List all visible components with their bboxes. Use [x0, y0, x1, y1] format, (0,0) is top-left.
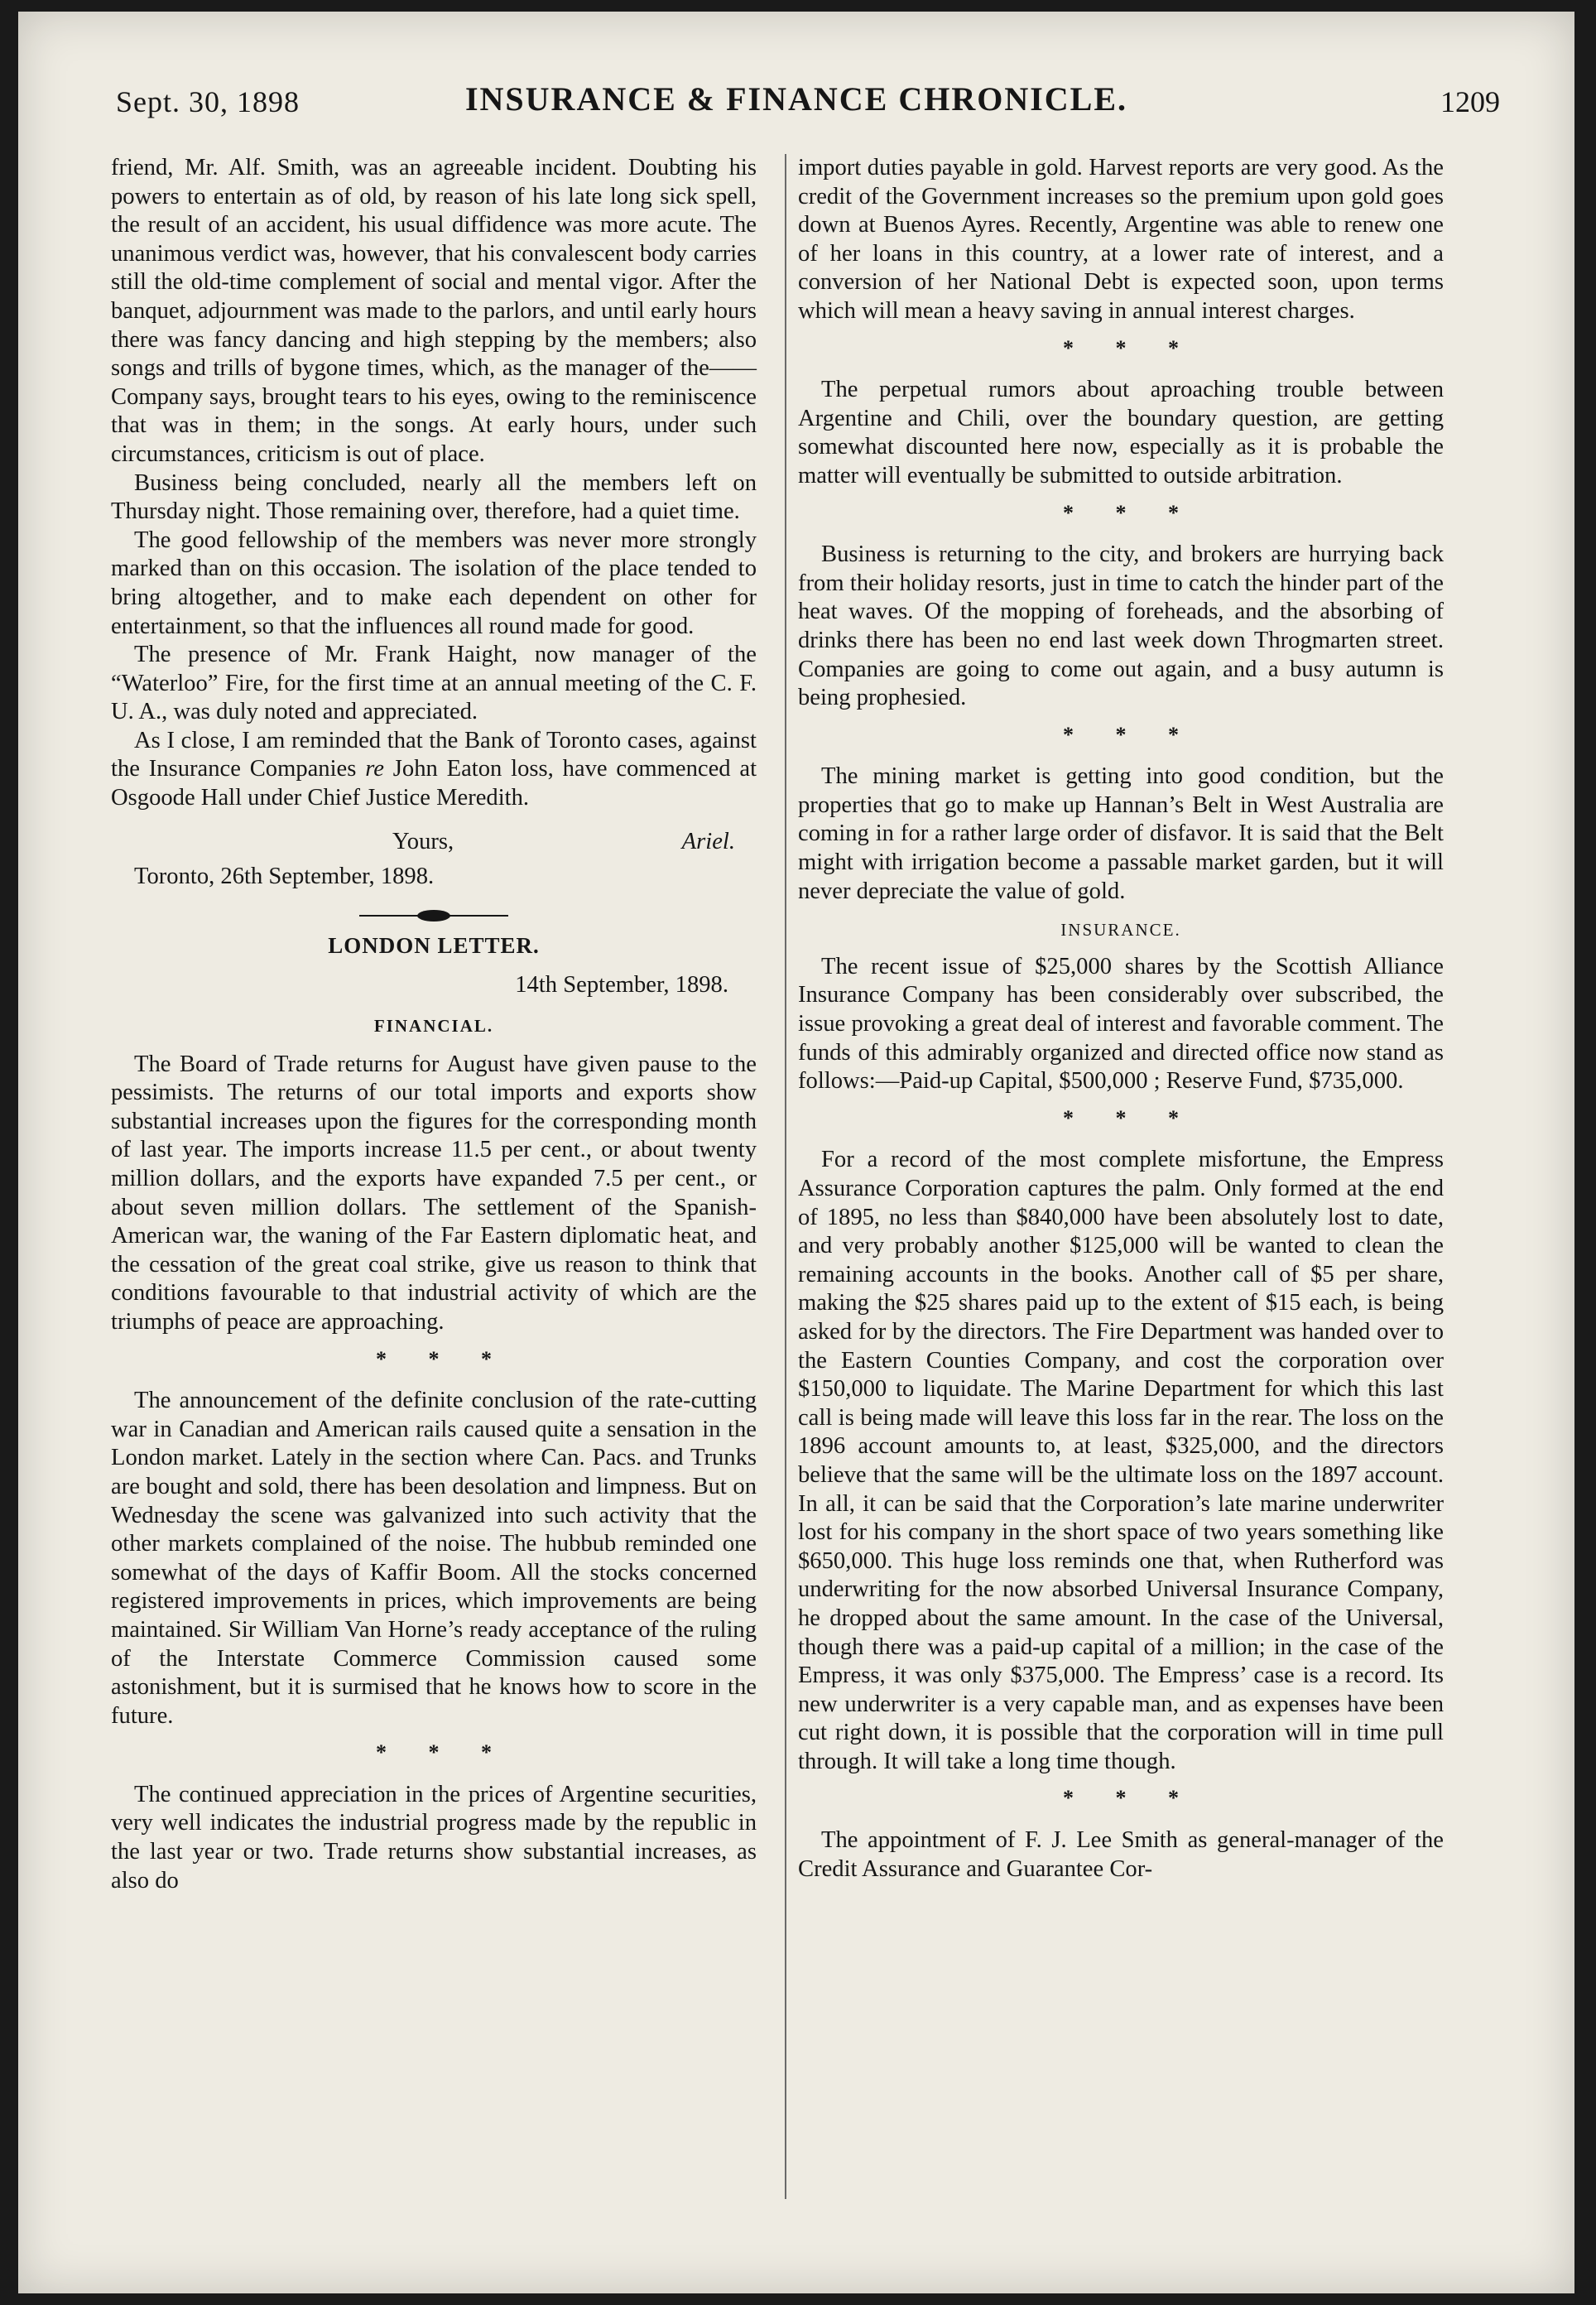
signature-line — [111, 828, 757, 857]
financial-heading: FINANCIAL. — [373, 1016, 494, 1037]
paragraph: The recent issue of $25,000 shares by the Scottish Alliance Insurance Company has been considerably over subscribed, the issue provoking a great deal of interest and favorable comment. The funds of this admirably organized and directed office now stand as follows:—Paid-up Capital, $500,000 ; Reserve Fund, $735,000. — [798, 953, 1444, 1095]
section-stars: * * * — [1063, 335, 1197, 360]
insurance-heading: INSURANCE. — [1060, 920, 1181, 941]
sign-name: Ariel. — [681, 828, 735, 854]
paragraph: friend, Mr. Alf. Smith, was an agreeable incident. Doubting his powers to entertain as of old, by reason of his late long sick spell, the result of an accident, his usual diffidence was more acute. The unanimous verdict was, however, that his convalescent body carries still the old-time complement of social and mental vigor. After the banquet, adjournment was made to the parlors, and until early hours there was fancy dancing and high stepping by the members; also songs and trills of bygone times, which, as the manager of the——Company says, brought tears to his eyes, owing to the reminiscence that was in them; in the songs. At early hours, under such circumstances, criticism is out of place. — [111, 155, 757, 467]
paragraph: The appointment of F. J. Lee Smith as general-manager of the Credit Assurance and Guarantee Cor- — [798, 1827, 1444, 1882]
paragraph — [111, 727, 757, 813]
paragraph: The Board of Trade returns for August have given pause to the pessimists. The returns of our total imports and exports show substantial increases upon the figures for the corresponding month of last year. The imports increase 11.5 per cent., or about twenty million dollars, and the exports have expanded 7.5 per cent., or about seven million dollars. The settlement of the Spanish-American war, the waning of the Far Eastern diplomatic heat, and the cessation of the great coal strike, give us reason to think that conditions favourable to that industrial activity of which are the triumphs of peace are approaching. — [111, 1051, 757, 1335]
paragraph: import duties payable in gold. Harvest reports are very good. As the credit of the Government increases so the premium upon gold goes down at Buenos Ayres. Recently, Argentine was able to renew one of her loans in this country, at a lower rate of interest, and a conversion of her National Debt is expected soon, upon terms which will mean a heavy saving in annual interest charges. — [798, 155, 1444, 324]
publication-title: INSURANCE & FINANCE CHRONICLE. — [464, 80, 1128, 118]
paragraph: The good fellowship of the members was never more strongly marked than on this occasion. The isolation of the place tended to bring altogether, and to make each dependent on other for entertainment, so that the influences all round made for good. — [111, 527, 757, 639]
header-date: Sept. 30, 1898 — [116, 85, 300, 118]
paragraph: For a record of the most complete misfortune, the Empress Assurance Corporation captures the palm. Only formed at the end of 1895, no less than $840,000 have been absolutely lost to date, and very probably another $125,000 will be wanted to clean the remaining accounts in the books. Another call of $5 per share, making the $25 shares paid up to the extent of $15 each, is being asked for by the directors. The Fire Department was handed over to the Eastern Counties Company, and cost the corporation over $150,000 to liquidate. The Marine Department for which this last call is being made will leave this loss far in the rear. The loss on the 1896 account amounts to, at least, $325,000, and the directors believe that the same will be the ultimate loss on the 1897 account. In all, it can be said that the Corporation’s late marine underwriter lost for his company in the short space of two years something like $650,000. This huge loss reminds one that, when Rutherford was underwriting for the now absorbed Universal Insurance Company, he dropped about the same amount. In the case of the Universal, though there was a paid-up capital of a million; in the case of the Empress, it was only $375,000. The Empress’ case is a record. Its new underwriter is a very capable man, and as expenses have been cut right down, it is possible that the corporation will in time pull through. It will take a long time though. — [798, 1147, 1444, 1774]
dateline: Toronto, 26th September, 1898. — [134, 864, 435, 890]
london-letter-title: LONDON LETTER. — [328, 932, 540, 958]
paragraph: Business being concluded, nearly all the members left on Thursday night. Those remaining over, therefore, had a quiet time. — [111, 469, 757, 525]
section-stars: * * * — [1063, 1105, 1197, 1130]
page-number: 1209 — [1440, 85, 1500, 118]
newspaper-page — [18, 12, 1574, 2293]
london-letter-date: 14th September, 1898. — [515, 972, 728, 999]
right-column — [798, 154, 1444, 1884]
section-stars: * * * — [376, 1740, 510, 1765]
paragraph: The continued appreciation in the prices of Argentine securities, very well indicates the industrial progress made by the republic in the last year or two. Trade returns show substantial increases, as also do — [111, 1781, 757, 1894]
left-column — [111, 154, 757, 1895]
sign-yours: Yours, — [392, 828, 454, 854]
page-header — [18, 12, 1574, 118]
paragraph: Business is returning to the city, and brokers are hurrying back from their holiday resorts, just in time to catch the hinder part of the heat waves. Of the mopping of foreheads, and the absorbing of drinks there has been no end last week down Throgmarten street. Companies are going to come out again, and a busy autumn is being prophesied. — [798, 541, 1444, 711]
section-stars: * * * — [376, 1346, 510, 1371]
text-run-italic: re — [365, 756, 384, 782]
paragraph: The presence of Mr. Frank Haight, now manager of the “Waterloo” Fire, for the first time at an annual meeting of the C. F. U. A., was duly noted and appreciated. — [111, 642, 757, 725]
paragraph: The announcement of the definite conclusion of the rate-cutting war in Canadian and American rails caused quite a sensation in the London market. Lately in the section where Can. Pacs. and Trunks are bought and sold, there has been desolation and limpness. But on Wednesday the scene was galvanized into such activity that the other markets complained of the noise. The hubbub reminded one somewhat of the days of Kaffir Boom. All the stocks concerned registered improvements in prices, which improvements are being maintained. Sir William Van Horne’s ready acceptance of the ruling of the Interstate Commerce Commission caused some astonishment, but it is surmised that he knows how to score in the future. — [111, 1388, 757, 1729]
section-stars: * * * — [1063, 500, 1197, 525]
section-stars: * * * — [1063, 1786, 1197, 1811]
ornament-divider — [359, 910, 508, 922]
section-stars: * * * — [1063, 722, 1197, 747]
column-rule — [785, 154, 786, 2199]
text-run: John Eaton loss, have commenced at Osgoode Hall under Chief Justice Meredith. — [111, 756, 757, 811]
text-run: As I close, I am reminded that the Bank of Toronto cases, against the Insurance Companies — [111, 727, 757, 782]
paragraph: The perpetual rumors about aproaching trouble between Argentine and Chili, over the boundary question, are getting somewhat discounted here now, especially as it is probable the matter will eventually be submitted to outside arbitration. — [798, 377, 1444, 488]
paragraph: The mining market is getting into good condition, but the properties that go to make up Hannan’s Belt in West Australia are coming in for a rather large order of disfavor. It is said that the Belt might with irrigation become a passable market garden, but it will never depreciate the value of gold. — [798, 763, 1444, 904]
